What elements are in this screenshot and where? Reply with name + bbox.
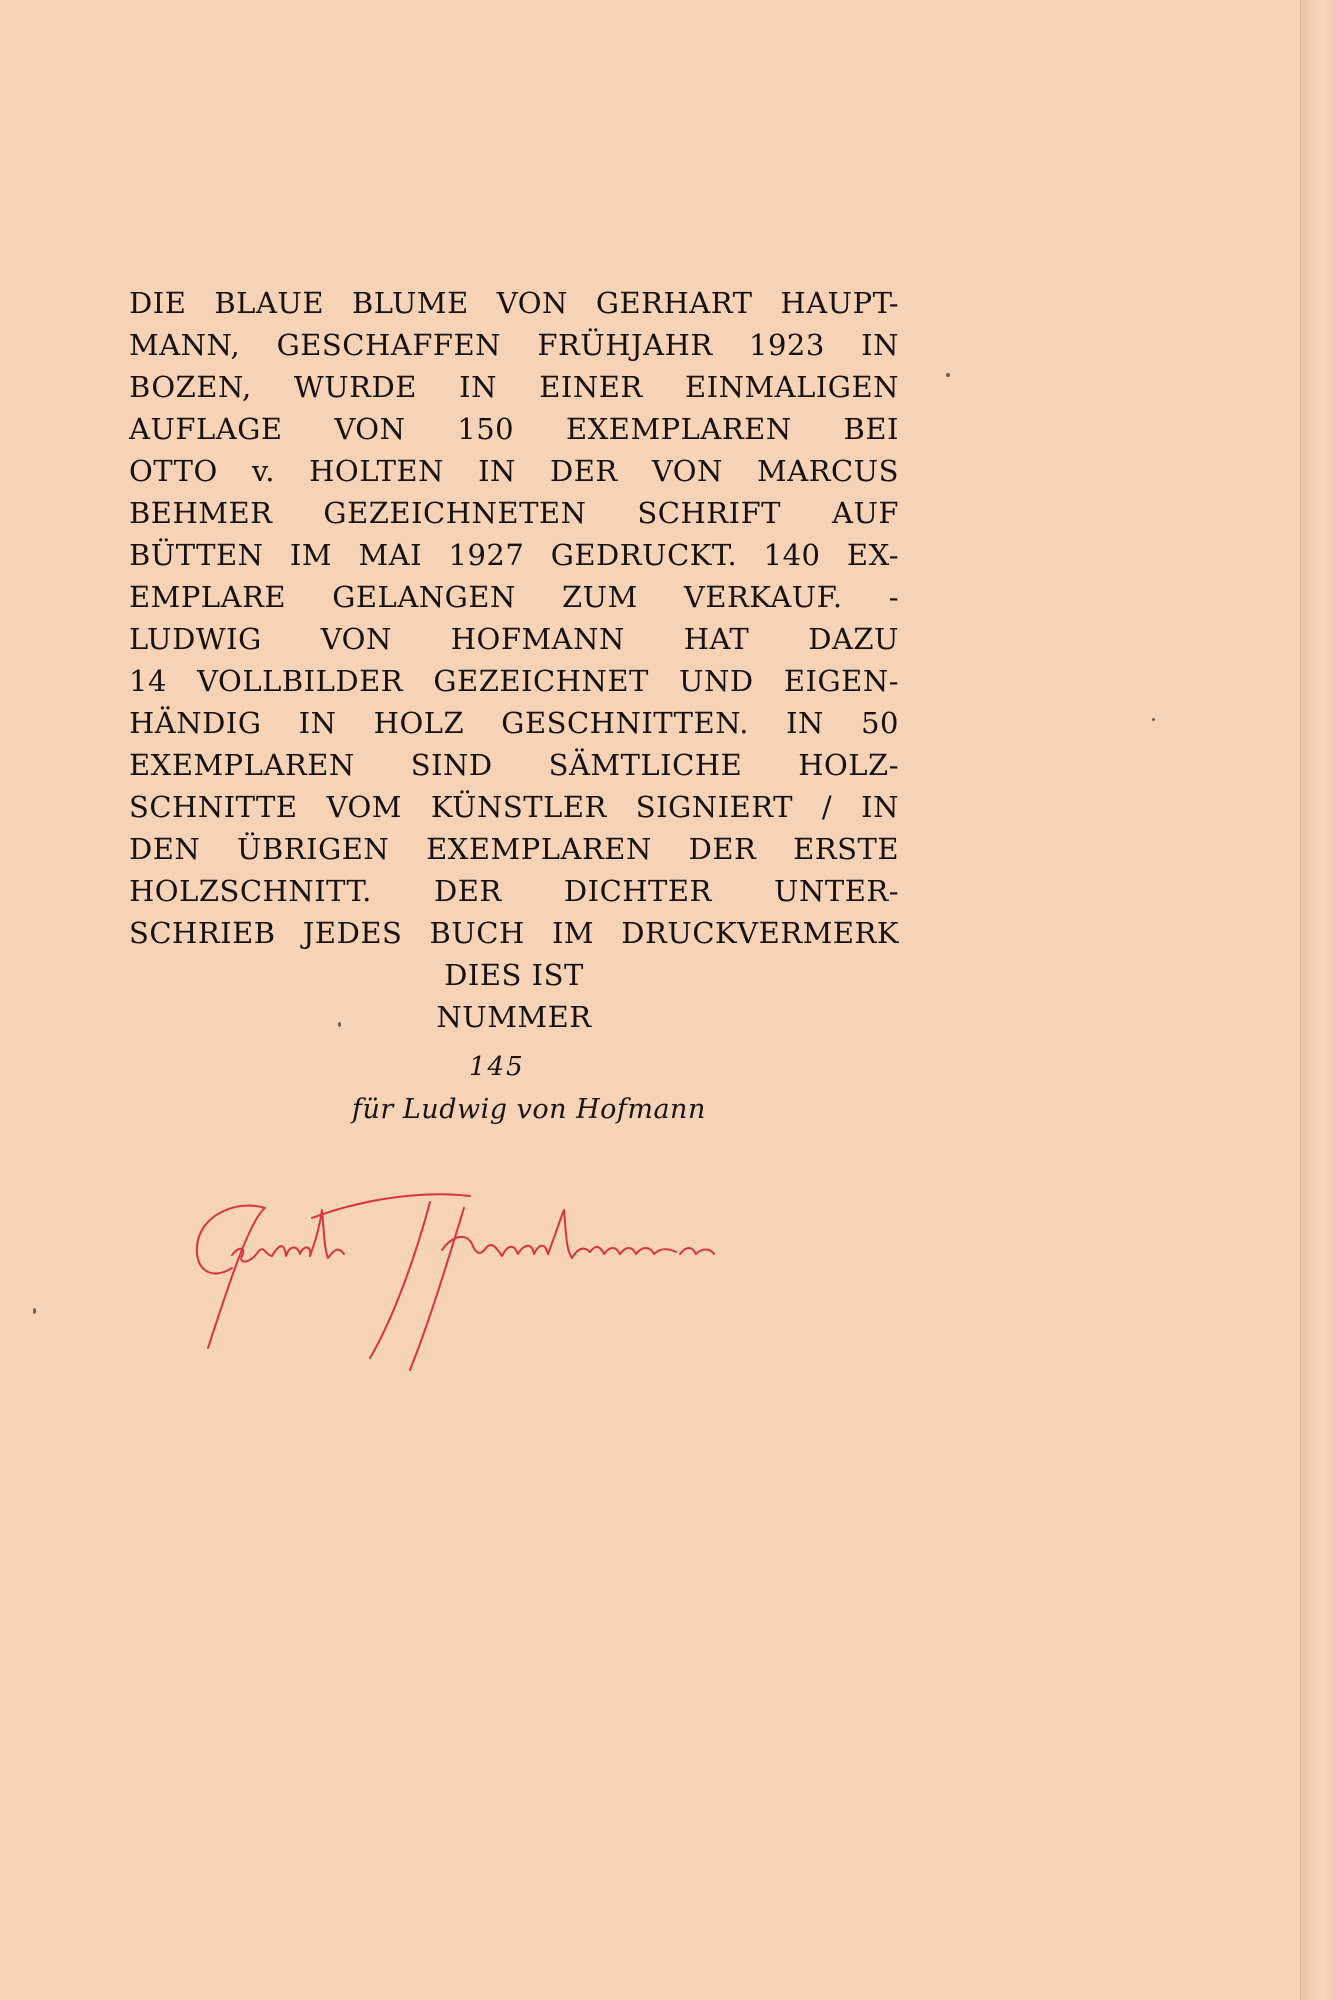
- colophon-line: SCHNITTE VOM KÜNSTLER SIGNIERT / IN: [129, 790, 899, 824]
- colophon-line: 14 VOLLBILDER GEZEICHNET UND EIGEN-: [129, 664, 899, 698]
- colophon-line: BÜTTEN IM MAI 1927 GEDRUCKT. 140 EX-: [129, 538, 899, 572]
- copy-number: 145: [469, 1052, 525, 1082]
- colophon-text: [129, 282, 899, 1038]
- colophon-line: SCHRIEB JEDES BUCH IM DRUCKVERMERK: [129, 916, 899, 950]
- colophon-line: AUFLAGE VON 150 EXEMPLAREN BEI: [129, 412, 899, 446]
- page-edge: [1300, 0, 1335, 2000]
- colophon-line: OTTO v. HOLTEN IN DER VON MARCUS: [129, 454, 899, 488]
- colophon-line: LUDWIG VON HOFMANN HAT DAZU: [129, 622, 899, 656]
- paper-speck: [338, 1022, 341, 1027]
- colophon-line: HOLZSCHNITT. DER DICHTER UNTER-: [129, 874, 899, 908]
- colophon-line: DIE BLAUE BLUME VON GERHART HAUPT-: [129, 286, 899, 320]
- colophon-line: BOZEN, WURDE IN EINER EINMALIGEN: [129, 370, 899, 404]
- colophon-line: BEHMER GEZEICHNETEN SCHRIFT AUF: [129, 496, 899, 530]
- closing-line: DIES IST: [444, 958, 584, 992]
- closing-line: NUMMER: [436, 1000, 592, 1034]
- paper-speck: [1152, 718, 1155, 721]
- colophon-line: DEN ÜBRIGEN EXEMPLAREN DER ERSTE: [129, 832, 899, 866]
- colophon-line: HÄNDIG IN HOLZ GESCHNITTEN. IN 50: [129, 706, 899, 740]
- paper-speck: [946, 373, 950, 377]
- colophon-line: EMPLARE GELANGEN ZUM VERKAUF. -: [129, 580, 899, 614]
- paper-speck: [33, 1308, 36, 1314]
- colophon-line: MANN, GESCHAFFEN FRÜHJAHR 1923 IN: [129, 328, 899, 362]
- dedication: für Ludwig von Hofmann: [352, 1094, 706, 1125]
- handwritten-signature: [180, 1160, 900, 1390]
- colophon-line: EXEMPLAREN SIND SÄMTLICHE HOLZ-: [129, 748, 899, 782]
